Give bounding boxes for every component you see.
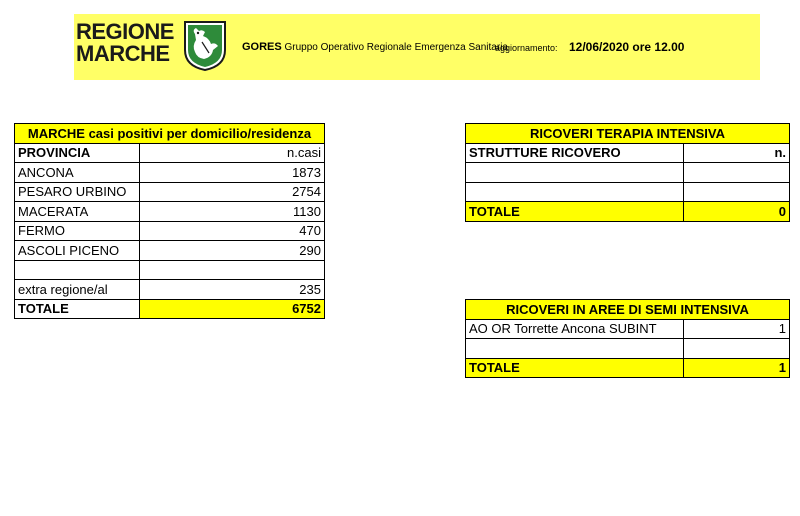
logo-line-2: MARCHE [76,41,170,66]
provincia-name: MACERATA [15,202,140,222]
total-value: 1 [683,358,789,378]
total-row [466,202,790,222]
table-row [15,163,325,183]
provincia-name: PESARO URBINO [15,182,140,202]
column-header-strutture: STRUTTURE RICOVERO [466,143,684,163]
table-row [466,319,790,339]
column-header-casi: n.casi [139,143,324,163]
total-label: TOTALE [466,202,684,222]
header-banner [74,14,760,80]
semi-intensiva-table [465,299,790,378]
column-header-n: n. [683,143,789,163]
struttura-count [683,182,789,202]
provincia-name: extra regione/al [15,280,140,300]
semi-intensiva-title: RICOVERI IN AREE DI SEMI INTENSIVA [466,300,790,320]
table-row [15,260,325,280]
total-value: 6752 [139,299,324,319]
total-label: TOTALE [466,358,684,378]
provincia-casi: 470 [139,221,324,241]
total-value: 0 [683,202,789,222]
struttura-count [683,163,789,183]
provincia-casi: 1873 [139,163,324,183]
provincia-casi: 1130 [139,202,324,222]
provincia-name: ASCOLI PICENO [15,241,140,261]
terapia-intensiva-title: RICOVERI TERAPIA INTENSIVA [466,124,790,144]
provincia-name: FERMO [15,221,140,241]
struttura-name [466,339,684,359]
total-label: TOTALE [15,299,140,319]
table-row [15,202,325,222]
update-datetime: 12/06/2020 ore 12.00 [569,40,685,54]
struttura-name: AO OR Torrette Ancona SUBINT [466,319,684,339]
provincia-name: ANCONA [15,163,140,183]
struttura-name [466,163,684,183]
regione-marche-logo-text [76,21,182,65]
table-row [15,241,325,261]
positivi-title: MARCHE casi positivi per domicilio/residenza [15,124,325,144]
provincia-casi: 235 [139,280,324,300]
gores-label [242,41,508,53]
positivi-table [14,123,325,319]
update-label: aggiornamento: [495,43,558,53]
table-row [15,182,325,202]
struttura-count [683,339,789,359]
terapia-intensiva-table [465,123,790,222]
table-row [15,221,325,241]
logo-line-1: REGIONE [76,19,174,44]
struttura-name [466,182,684,202]
table-row [466,182,790,202]
total-row [15,299,325,319]
table-row [15,280,325,300]
provincia-casi: 2754 [139,182,324,202]
total-row [466,358,790,378]
provincia-casi: 290 [139,241,324,261]
gores-full-name: Gruppo Operativo Regionale Emergenza Sanitaria [284,42,508,53]
regione-marche-emblem-icon [182,20,228,72]
table-row [466,163,790,183]
column-header-provincia: PROVINCIA [15,143,140,163]
provincia-name [15,260,140,280]
table-row [466,339,790,359]
gores-acronym: GORES [242,41,282,53]
struttura-count: 1 [683,319,789,339]
provincia-casi [139,260,324,280]
